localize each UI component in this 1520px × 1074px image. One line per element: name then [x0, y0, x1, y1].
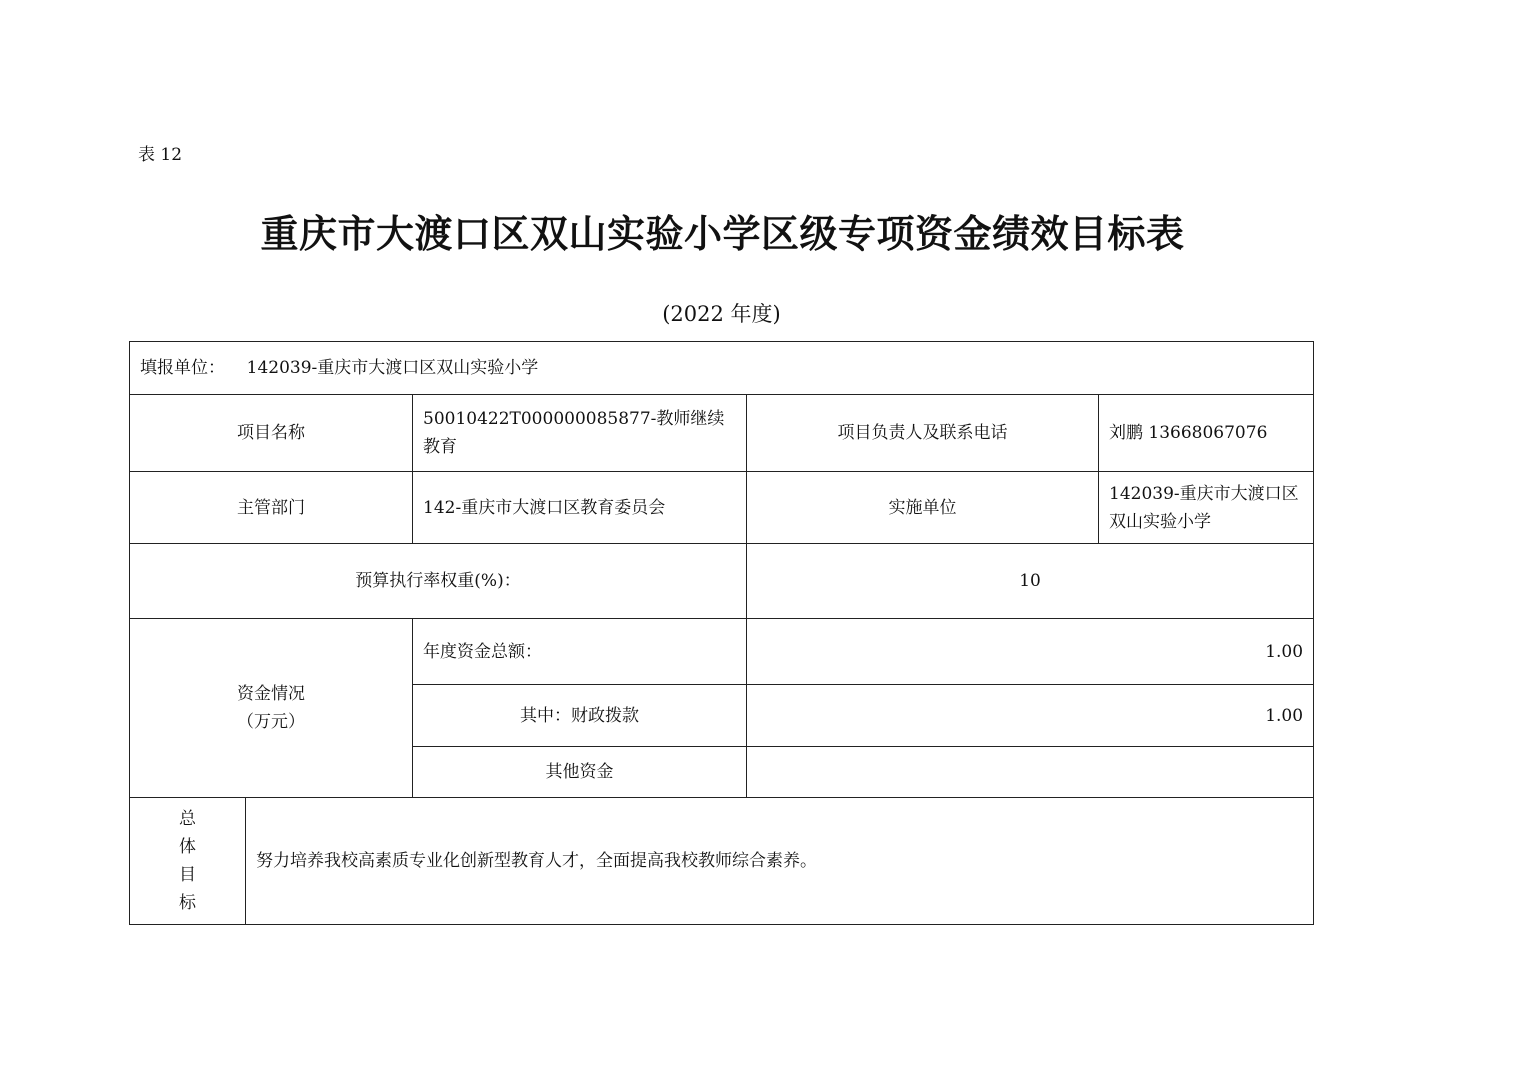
unit-row [130, 342, 1314, 395]
goal-label-char: 目 [179, 865, 196, 885]
annual-total-row [130, 619, 1314, 685]
performance-goal-table [129, 341, 1314, 925]
contact-label: 项目负责人及联系电话 [747, 395, 1099, 472]
year-subtitle: (2022 年度) [662, 302, 781, 326]
budget-weight-value: 10 [747, 544, 1314, 619]
project-name-label: 项目名称 [130, 395, 413, 472]
dept-label: 主管部门 [130, 472, 413, 544]
goal-row [130, 798, 1314, 925]
impl-label: 实施单位 [747, 472, 1099, 544]
goal-label [130, 798, 246, 925]
goal-label-char: 总 [179, 809, 196, 829]
unit-label: 填报单位： [140, 358, 225, 378]
dept-value: 142-重庆市大渡口区教育委员会 [413, 472, 747, 544]
unit-value: 142039-重庆市大渡口区双山实验小学 [246, 358, 539, 378]
annual-total-label: 年度资金总额： [413, 619, 747, 685]
budget-weight-label: 预算执行率权重(%)： [130, 544, 747, 619]
table-number: 表 12 [138, 145, 183, 165]
funds-label-line1: 资金情况 [237, 684, 305, 704]
project-row [130, 395, 1314, 472]
project-name-value: 50010422T000000085877-教师继续教育 [413, 395, 747, 472]
annual-total-value: 1.00 [747, 619, 1314, 685]
contact-value: 刘鹏 13668067076 [1099, 395, 1314, 472]
impl-value: 142039-重庆市大渡口区双山实验小学 [1099, 472, 1314, 544]
other-value [747, 747, 1314, 798]
other-label: 其他资金 [413, 747, 747, 798]
funds-label [130, 619, 413, 798]
page-title: 重庆市大渡口区双山实验小学区级专项资金绩效目标表 [260, 212, 1185, 256]
unit-cell [130, 342, 1314, 395]
fiscal-label: 其中：财政拨款 [413, 685, 747, 747]
department-row [130, 472, 1314, 544]
fiscal-value: 1.00 [747, 685, 1314, 747]
goal-label-char: 体 [179, 837, 196, 857]
goal-value: 努力培养我校高素质专业化创新型教育人才，全面提高我校教师综合素养。 [246, 798, 1314, 925]
budget-weight-row [130, 544, 1314, 619]
funds-label-line2: （万元） [237, 712, 305, 732]
goal-label-char: 标 [179, 893, 196, 913]
